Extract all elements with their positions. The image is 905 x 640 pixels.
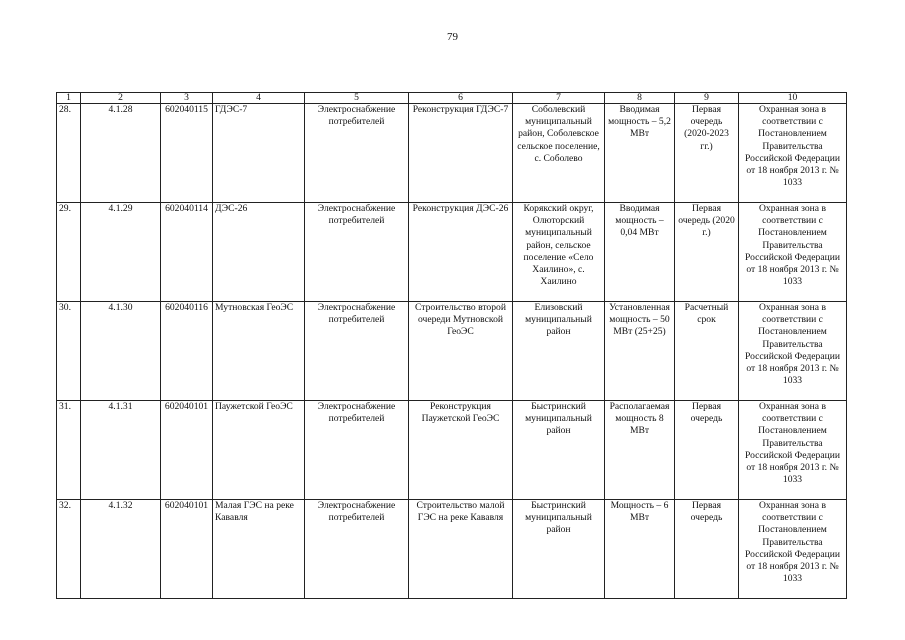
object-code: 4.1.30 <box>81 302 161 401</box>
object-location: Быстринский муниципальный район <box>513 500 605 599</box>
object-stage: Первая очередь (2020-2023 гг.) <box>675 104 739 203</box>
object-purpose: Электроснабжение потребителей <box>305 104 409 203</box>
object-code: 4.1.29 <box>81 203 161 302</box>
object-id: 602040101 <box>161 401 213 500</box>
object-action: Реконструкция ГДЭС-7 <box>409 104 513 203</box>
object-zone: Охранная зона в соответствии с Постановлением Правительства Российской Федерации от 18 ноября 2013 г. № 1033 <box>739 500 847 599</box>
object-id: 602040114 <box>161 203 213 302</box>
column-header: 2 <box>81 93 161 104</box>
table-row <box>57 500 847 599</box>
object-purpose: Электроснабжение потребителей <box>305 302 409 401</box>
table-row <box>57 104 847 203</box>
object-stage: Первая очередь <box>675 401 739 500</box>
object-purpose: Электроснабжение потребителей <box>305 203 409 302</box>
column-header: 4 <box>213 93 305 104</box>
table-row <box>57 401 847 500</box>
row-number: 31. <box>57 401 81 500</box>
table-row <box>57 302 847 401</box>
object-zone: Охранная зона в соответствии с Постановлением Правительства Российской Федерации от 18 ноября 2013 г. № 1033 <box>739 302 847 401</box>
object-purpose: Электроснабжение потребителей <box>305 500 409 599</box>
object-action: Строительство второй очереди Мутновской ГеоЭС <box>409 302 513 401</box>
row-number: 30. <box>57 302 81 401</box>
object-zone: Охранная зона в соответствии с Постановлением Правительства Российской Федерации от 18 ноября 2013 г. № 1033 <box>739 401 847 500</box>
object-purpose: Электроснабжение потребителей <box>305 401 409 500</box>
object-id: 602040115 <box>161 104 213 203</box>
object-action: Реконструкция Паужетской ГеоЭС <box>409 401 513 500</box>
column-header: 5 <box>305 93 409 104</box>
object-zone: Охранная зона в соответствии с Постановлением Правительства Российской Федерации от 18 ноября 2013 г. № 1033 <box>739 104 847 203</box>
column-header: 10 <box>739 93 847 104</box>
row-number: 29. <box>57 203 81 302</box>
column-header: 7 <box>513 93 605 104</box>
object-capacity: Располагаемая мощность 8 МВт <box>605 401 675 500</box>
object-location: Соболевский муниципальный район, Соболевское сельское поселение, с. Соболево <box>513 104 605 203</box>
object-code: 4.1.32 <box>81 500 161 599</box>
object-id: 602040116 <box>161 302 213 401</box>
object-name: Малая ГЭС на реке Кававля <box>213 500 305 599</box>
column-header: 8 <box>605 93 675 104</box>
column-header: 6 <box>409 93 513 104</box>
object-location: Елизовский муниципальный район <box>513 302 605 401</box>
object-stage: Первая очередь <box>675 500 739 599</box>
object-action: Строительство малой ГЭС на реке Кававля <box>409 500 513 599</box>
object-stage: Первая очередь (2020 г.) <box>675 203 739 302</box>
row-number: 32. <box>57 500 81 599</box>
object-zone: Охранная зона в соответствии с Постановлением Правительства Российской Федерации от 18 ноября 2013 г. № 1033 <box>739 203 847 302</box>
object-code: 4.1.31 <box>81 401 161 500</box>
object-location: Корякский округ, Олюторский муниципальный район, сельское поселение «Село Хаилино», с. Хаилино <box>513 203 605 302</box>
column-header: 9 <box>675 93 739 104</box>
objects-table <box>56 92 847 599</box>
object-action: Реконструкция ДЭС-26 <box>409 203 513 302</box>
column-header: 1 <box>57 93 81 104</box>
object-id: 602040101 <box>161 500 213 599</box>
object-location: Быстринский муниципальный район <box>513 401 605 500</box>
object-stage: Расчетный срок <box>675 302 739 401</box>
column-header: 3 <box>161 93 213 104</box>
object-capacity: Установленная мощность – 50 МВт (25+25) <box>605 302 675 401</box>
row-number: 28. <box>57 104 81 203</box>
object-capacity: Вводимая мощность – 5,2 МВт <box>605 104 675 203</box>
object-name: ДЭС-26 <box>213 203 305 302</box>
page-number: 79 <box>447 31 458 43</box>
object-name: Паужетской ГеоЭС <box>213 401 305 500</box>
header-row <box>57 93 847 104</box>
table-row <box>57 203 847 302</box>
object-capacity: Вводимая мощность – 0,04 МВт <box>605 203 675 302</box>
object-name: Мутновская ГеоЭС <box>213 302 305 401</box>
object-capacity: Мощность – 6 МВт <box>605 500 675 599</box>
object-name: ГДЭС-7 <box>213 104 305 203</box>
object-code: 4.1.28 <box>81 104 161 203</box>
